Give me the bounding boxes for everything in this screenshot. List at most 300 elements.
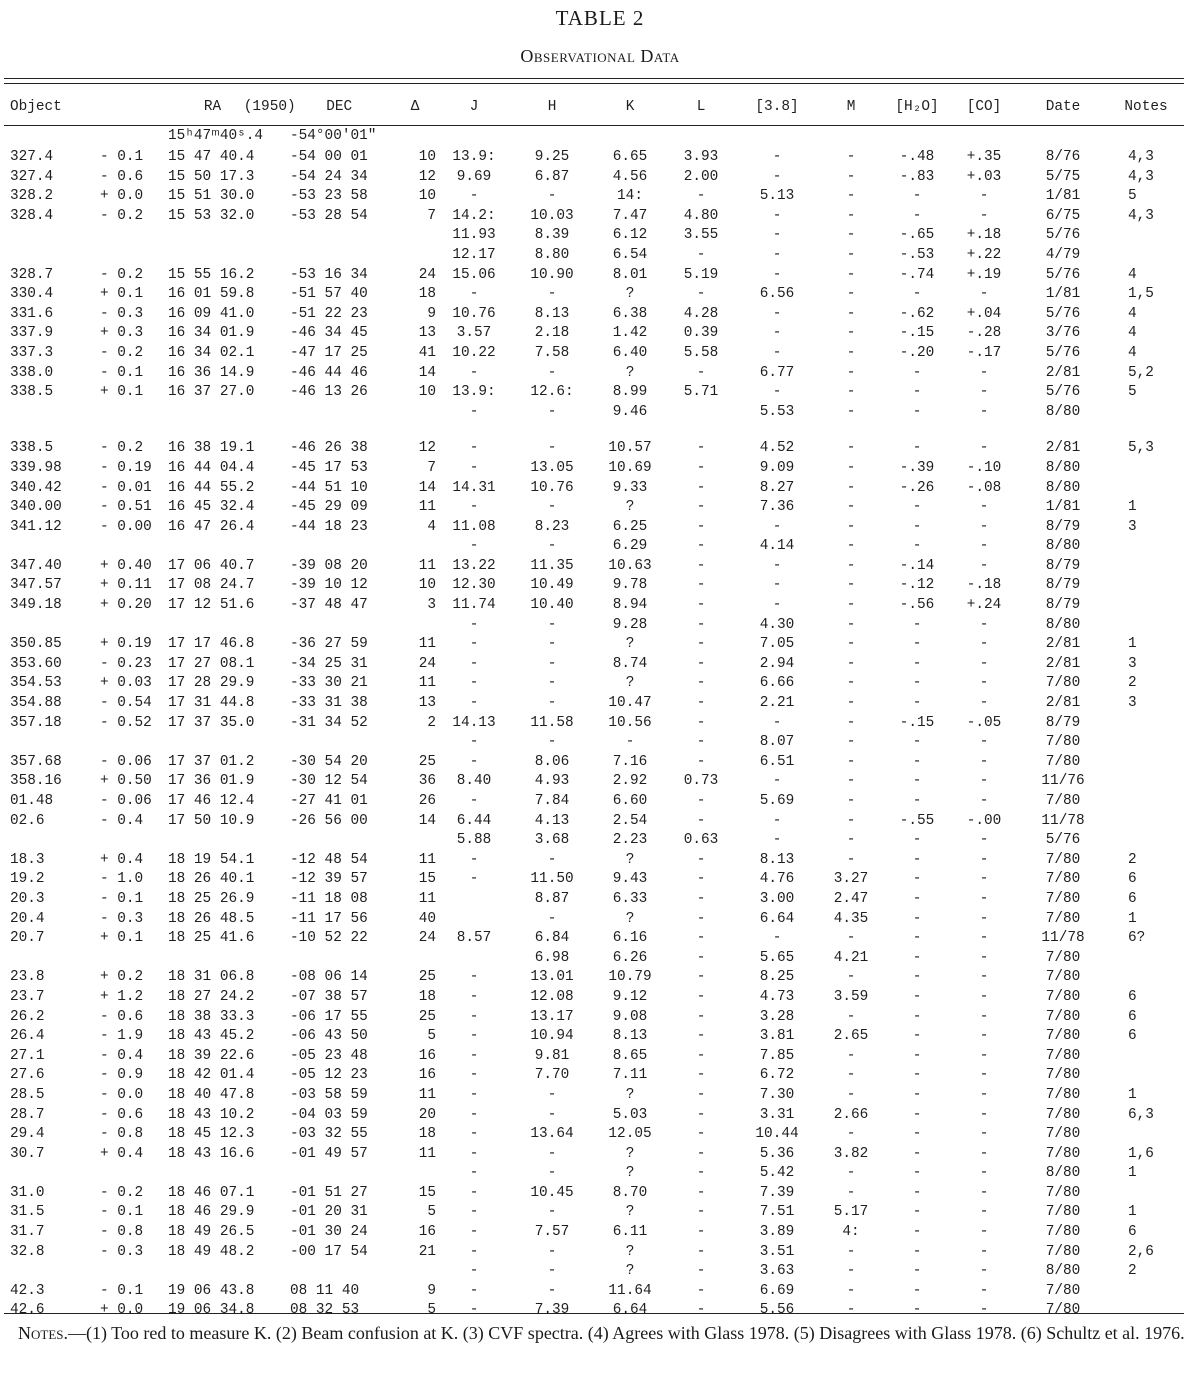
table-row: [6, 459, 1182, 479]
object-longitude: 347.57: [10, 577, 62, 594]
k-mag: 2.92: [612, 773, 648, 790]
co-index: -: [979, 364, 989, 381]
obs-date: 7/80: [1045, 1028, 1081, 1045]
h-mag: -: [547, 364, 557, 381]
j-mag: -: [469, 499, 479, 516]
notes-ref: 1: [1128, 499, 1137, 516]
delta-value: 10: [418, 149, 437, 165]
table-row: [6, 1223, 1182, 1243]
j-mag: -: [469, 793, 479, 809]
table-row: [6, 890, 1182, 910]
object-latitude: - 0.3: [100, 910, 144, 927]
dec-value: -06 43 50: [290, 1028, 368, 1045]
h-mag: -: [547, 1165, 557, 1182]
table-row: [6, 1164, 1182, 1184]
object-longitude: 328.2: [10, 188, 54, 205]
band-3-8-mag: 4.30: [759, 616, 795, 633]
ra-value: 15 53 32.0: [168, 207, 255, 224]
delta-value: [394, 616, 436, 636]
notes-ref: 1: [1128, 636, 1137, 653]
ra-value: 16 38 19.1: [168, 440, 255, 457]
object-latitude: - 0.3: [100, 305, 144, 322]
l-mag: -: [696, 812, 706, 829]
h2o-index: -: [912, 1302, 922, 1319]
l-mag: 3.93: [683, 149, 719, 165]
h2o-index: -: [912, 1243, 922, 1260]
delta-value: [394, 403, 436, 423]
notes-ref: 4,3: [1128, 168, 1154, 185]
ra-value: 16 36 14.9: [168, 364, 255, 381]
delta-value: 9: [427, 305, 437, 322]
co-index: -: [979, 384, 989, 401]
m-mag: -: [846, 1302, 856, 1319]
notes-ref: 6: [1128, 988, 1137, 1005]
j-mag: -: [469, 1086, 479, 1103]
band-3-8-mag: -: [772, 930, 782, 947]
table-row: [6, 403, 1182, 423]
delta-value: 15: [418, 1184, 437, 1201]
delta-value: 11: [418, 499, 437, 516]
object-latitude: - 0.8: [100, 1224, 144, 1241]
k-mag: 1.42: [612, 325, 648, 342]
m-mag: -: [846, 518, 856, 535]
h2o-index: -.83: [899, 168, 935, 185]
delta-value: 10: [418, 384, 437, 401]
h-mag: 9.81: [534, 1047, 570, 1064]
co-index: -: [979, 1106, 989, 1123]
m-mag: -: [846, 1184, 856, 1201]
ra-value: 18 26 48.5: [168, 910, 255, 927]
j-mag: 3.57: [456, 325, 492, 342]
h-mag: 11.35: [530, 557, 574, 574]
h-mag: -: [547, 1106, 557, 1123]
delta-value: 11: [418, 851, 437, 868]
band-3-8-mag: -: [772, 714, 782, 731]
m-mag: -: [846, 149, 856, 165]
notes-ref: [1110, 1301, 1182, 1321]
band-3-8-mag: 8.13: [759, 851, 795, 868]
obs-date: 8/79: [1045, 597, 1081, 614]
co-index: -: [979, 949, 989, 966]
ra-value: 16 45 32.4: [168, 499, 255, 516]
delta-value: 5: [427, 1028, 437, 1045]
co-index: -: [979, 675, 989, 692]
object-longitude: 338.0: [10, 364, 54, 381]
k-mag: 10.69: [608, 459, 652, 476]
table-row: [6, 226, 1182, 246]
obs-date: 6/75: [1045, 207, 1081, 224]
ra-value: 17 06 40.7: [168, 557, 255, 574]
ra-value: [162, 246, 290, 266]
dec-value: -39 08 20: [290, 557, 368, 574]
delta-value: 14: [418, 364, 437, 381]
h2o-index: -.53: [899, 246, 935, 263]
object-latitude: - 1.9: [100, 1028, 144, 1045]
ra-value: 18 31 06.8: [168, 969, 255, 986]
m-mag: -: [846, 246, 856, 263]
notes-ref: 6,3: [1128, 1106, 1154, 1123]
obs-date: 7/80: [1045, 1106, 1081, 1123]
obs-date: 8/80: [1045, 1263, 1081, 1280]
l-mag: -: [696, 675, 706, 692]
co-index: -: [979, 636, 989, 653]
ra-value: 16 34 02.1: [168, 344, 255, 361]
h-mag: -: [547, 499, 557, 516]
delta-value: 9: [427, 1282, 437, 1299]
ra-value: 17 37 01.2: [168, 753, 255, 770]
co-index: -: [979, 734, 989, 751]
h2o-index: -.62: [899, 305, 935, 322]
h-mag: 11.58: [530, 714, 574, 731]
header-h: H: [547, 98, 557, 115]
l-mag: -: [696, 479, 706, 496]
h2o-index: -: [912, 1204, 922, 1221]
delta-value: 26: [418, 793, 437, 809]
co-index: -: [979, 890, 989, 907]
dec-value: [290, 1262, 394, 1282]
object-longitude: 20.3: [10, 890, 45, 907]
k-mag: ?: [625, 675, 635, 692]
m-mag: -: [846, 812, 856, 829]
co-index: -: [979, 207, 989, 224]
h-mag: -: [547, 1263, 557, 1280]
table-row: [6, 1106, 1182, 1126]
h-mag: 12.6:: [530, 384, 574, 401]
co-index: -: [979, 1224, 989, 1241]
dec-value: -30 12 54: [290, 773, 368, 790]
obs-date: 2/81: [1045, 440, 1081, 457]
observational-data-table: [6, 89, 1182, 1321]
table-row: [6, 557, 1182, 577]
table-row: [6, 479, 1182, 499]
band-3-8-mag: 7.36: [759, 499, 795, 516]
spacer-row: [6, 422, 1182, 439]
object-longitude: 23.7: [10, 988, 45, 1005]
band-3-8-mag: 8.25: [759, 969, 795, 986]
h2o-index: -.55: [899, 812, 935, 829]
dec-value: -07 38 57: [290, 988, 368, 1005]
dec-value: -05 23 48: [290, 1047, 368, 1064]
ra-value: 18 45 12.3: [168, 1126, 255, 1143]
j-mag: -: [469, 1106, 479, 1123]
h-mag: 4.13: [534, 812, 570, 829]
header-object: Object: [10, 98, 62, 115]
object-longitude: [6, 1164, 82, 1184]
k-mag: 6.25: [612, 518, 648, 535]
obs-date: 7/80: [1045, 910, 1081, 927]
h-mag: 8.80: [534, 246, 570, 263]
obs-date: 2/81: [1045, 364, 1081, 381]
band-3-8-mag: -: [772, 344, 782, 361]
dec-value: -46 13 26: [290, 384, 368, 401]
l-mag: 0.63: [683, 832, 719, 849]
object-latitude: [82, 537, 162, 557]
band-3-8-mag: 7.30: [759, 1086, 795, 1103]
table-row: [6, 851, 1182, 871]
k-mag: 7.47: [612, 207, 648, 224]
object-longitude: [6, 226, 82, 246]
co-index: -: [979, 695, 989, 712]
object-latitude: - 0.8: [100, 1126, 144, 1143]
l-mag: 2.00: [683, 168, 719, 185]
object-longitude: [6, 246, 82, 266]
l-mag: -: [696, 1204, 706, 1221]
h-mag: -: [547, 675, 557, 692]
notes-ref: 4: [1128, 266, 1137, 283]
ra-value: 16 09 41.0: [168, 305, 255, 322]
j-mag: -: [469, 1263, 479, 1280]
band-3-8-mag: 9.09: [759, 459, 795, 476]
band-3-8-mag: -: [772, 149, 782, 165]
co-index: +.22: [966, 246, 1002, 263]
co-index: -: [979, 1302, 989, 1319]
k-mag: 10.47: [608, 695, 652, 712]
header-k: K: [625, 98, 635, 115]
object-latitude: + 1.2: [100, 988, 144, 1005]
k-mag: 8.01: [612, 266, 648, 283]
l-mag: -: [696, 246, 706, 263]
table-row: [6, 344, 1182, 364]
l-mag: -: [696, 1106, 706, 1123]
h2o-index: -: [912, 1067, 922, 1084]
dec-value: [290, 403, 394, 423]
table-row: [6, 1282, 1182, 1302]
object-longitude: 20.7: [10, 930, 45, 947]
h-mag: -: [547, 1282, 557, 1299]
dec-value: -44 51 10: [290, 479, 368, 496]
obs-date: 7/80: [1045, 1145, 1081, 1162]
co-index: -: [979, 1145, 989, 1162]
band-3-8-mag: 8.27: [759, 479, 795, 496]
notes-ref: 4,3: [1128, 149, 1154, 165]
j-mag: -: [469, 1243, 479, 1260]
k-mag: 8.94: [612, 597, 648, 614]
dec-value: [290, 226, 394, 246]
co-index: -: [979, 793, 989, 809]
object-longitude: 330.4: [10, 286, 54, 303]
table-notes: [18, 1322, 1190, 1344]
notes-ref: 2,6: [1128, 1243, 1154, 1260]
object-longitude: 26.4: [10, 1028, 45, 1045]
object-longitude: 353.60: [10, 655, 62, 672]
h2o-index: -.48: [899, 149, 935, 165]
obs-date: 8/80: [1045, 459, 1081, 476]
ra-value: 18 43 10.2: [168, 1106, 255, 1123]
k-mag: 6.26: [612, 949, 648, 966]
object-latitude: - 0.51: [100, 499, 152, 516]
h-mag: 6.87: [534, 168, 570, 185]
h2o-index: -.26: [899, 479, 935, 496]
dec-value: -10 52 22: [290, 930, 368, 947]
object-longitude: 01.48: [10, 793, 54, 809]
object-longitude: 337.9: [10, 325, 54, 342]
l-mag: -: [696, 890, 706, 907]
h-mag: 10.40: [530, 597, 574, 614]
h2o-index: -: [912, 1028, 922, 1045]
object-latitude: + 0.03: [100, 675, 152, 692]
object-latitude: [82, 226, 162, 246]
l-mag: -: [696, 1165, 706, 1182]
j-mag: -: [469, 636, 479, 653]
m-mag: 4.35: [833, 910, 869, 927]
l-mag: -: [696, 440, 706, 457]
h-mag: 8.13: [534, 305, 570, 322]
m-mag: -: [846, 793, 856, 809]
table-row: [6, 812, 1182, 832]
h2o-index: -: [912, 832, 922, 849]
object-latitude: + 0.1: [100, 286, 144, 303]
j-mag: -: [469, 286, 479, 303]
ra-value: 15 47 40.4: [168, 149, 255, 165]
object-latitude: + 0.0: [100, 188, 144, 205]
co-index: -.28: [966, 325, 1002, 342]
co-index: -: [979, 616, 989, 633]
notes-ref: 5,2: [1128, 364, 1154, 381]
table-row: [6, 1203, 1182, 1223]
l-mag: -: [696, 597, 706, 614]
object-longitude: 331.6: [10, 305, 54, 322]
m-mag: -: [846, 479, 856, 496]
h2o-index: -: [912, 403, 922, 420]
notes-ref: 6: [1128, 1028, 1137, 1045]
object-longitude: 23.8: [10, 969, 45, 986]
object-latitude: + 0.1: [100, 930, 144, 947]
ra-value: 18 39 22.6: [168, 1047, 255, 1064]
obs-date: 7/80: [1045, 851, 1081, 868]
delta-value: 7: [427, 207, 437, 224]
h2o-index: -: [912, 1106, 922, 1123]
band-3-8-mag: -: [772, 325, 782, 342]
l-mag: -: [696, 655, 706, 672]
l-mag: -: [696, 949, 706, 966]
notes-ref: [1110, 968, 1182, 988]
co-index: -: [979, 988, 989, 1005]
h-mag: -: [547, 851, 557, 868]
co-index: -: [979, 1184, 989, 1201]
ra-value: 17 31 44.8: [168, 695, 255, 712]
m-mag: -: [846, 557, 856, 574]
m-mag: 2.47: [833, 890, 869, 907]
k-mag: 11.64: [608, 1282, 652, 1299]
h2o-index: -.39: [899, 459, 935, 476]
obs-date: 7/80: [1045, 1047, 1081, 1064]
object-latitude: - 0.1: [100, 149, 144, 165]
table-row: [6, 364, 1182, 384]
table-row: [6, 148, 1182, 168]
h-mag: 3.68: [534, 832, 570, 849]
notes-ref: 2: [1128, 1263, 1137, 1280]
j-mag: 11.08: [452, 518, 496, 535]
h-mag: -: [547, 1204, 557, 1221]
k-mag: 4.56: [612, 168, 648, 185]
delta-value: 24: [418, 930, 437, 947]
band-3-8-mag: 6.77: [759, 364, 795, 381]
object-latitude: - 0.06: [100, 753, 152, 770]
j-mag: -: [469, 1047, 479, 1064]
l-mag: -: [696, 1028, 706, 1045]
object-longitude: [6, 949, 82, 969]
obs-date: 11/78: [1041, 812, 1085, 829]
m-mag: -: [846, 499, 856, 516]
object-latitude: - 0.01: [100, 479, 152, 496]
l-mag: -: [696, 286, 706, 303]
m-mag: -: [846, 695, 856, 712]
band-3-8-mag: 7.51: [759, 1204, 795, 1221]
k-mag: 6.29: [612, 538, 648, 555]
ra-value: 16 34 01.9: [168, 325, 255, 342]
header-epoch: (1950): [243, 98, 296, 115]
h2o-index: -: [912, 675, 922, 692]
co-index: -: [979, 440, 989, 457]
table-row: [6, 753, 1182, 773]
notes-ref: 2: [1128, 851, 1137, 868]
dec-value: [290, 831, 394, 851]
ra-value: 17 17 46.8: [168, 636, 255, 653]
l-mag: -: [696, 1302, 706, 1319]
m-mag: 3.27: [833, 871, 869, 888]
delta-value: 11: [418, 890, 437, 907]
obs-date: 7/80: [1045, 890, 1081, 907]
band-3-8-mag: 5.42: [759, 1165, 795, 1182]
j-mag: -: [469, 188, 479, 205]
object-latitude: - 0.0: [100, 1086, 144, 1103]
h2o-index: -: [912, 1086, 922, 1103]
ra-value: 16 47 26.4: [168, 518, 255, 535]
h2o-index: -: [912, 930, 922, 947]
ra-value: [162, 733, 290, 753]
band-3-8-mag: -: [772, 557, 782, 574]
ra-value: 18 40 47.8: [168, 1086, 255, 1103]
m-mag: -: [846, 714, 856, 731]
ra-value: 18 43 45.2: [168, 1028, 255, 1045]
obs-date: 7/80: [1045, 1224, 1081, 1241]
notes-ref: [1110, 616, 1182, 636]
object-longitude: 31.5: [10, 1204, 45, 1221]
band-3-8-mag: -: [772, 207, 782, 224]
notes-ref: 4: [1128, 344, 1137, 361]
object-longitude: 27.1: [10, 1047, 45, 1064]
h2o-index: -: [912, 1165, 922, 1182]
band-3-8-mag: 3.63: [759, 1263, 795, 1280]
table-row: [6, 714, 1182, 734]
obs-date: 8/80: [1045, 616, 1081, 633]
dec-value: -33 30 21: [290, 675, 368, 692]
table-row: [6, 1008, 1182, 1028]
band-3-8-mag: 4.76: [759, 871, 795, 888]
band-3-8-mag: -: [772, 168, 782, 185]
h-mag: -: [547, 655, 557, 672]
obs-date: 5/76: [1045, 227, 1081, 244]
notes-ref: 4: [1128, 325, 1137, 342]
dec-value: -46 34 45: [290, 325, 368, 342]
co-index: -: [979, 538, 989, 555]
obs-date: 5/75: [1045, 168, 1081, 185]
dec-value: -30 54 20: [290, 753, 368, 770]
band-3-8-mag: 3.00: [759, 890, 795, 907]
j-mag: -: [469, 1028, 479, 1045]
m-mag: -: [846, 440, 856, 457]
delta-value: 15: [418, 871, 437, 888]
h2o-index: -: [912, 734, 922, 751]
j-mag: 12.30: [452, 577, 496, 594]
object-latitude: + 0.19: [100, 636, 152, 653]
object-latitude: + 0.40: [100, 557, 152, 574]
dec-value: -54 24 34: [290, 168, 368, 185]
l-mag: -: [696, 1282, 706, 1299]
dec-value: -26 56 00: [290, 812, 368, 829]
co-index: +.35: [966, 149, 1002, 165]
delta-value: 25: [418, 753, 437, 770]
